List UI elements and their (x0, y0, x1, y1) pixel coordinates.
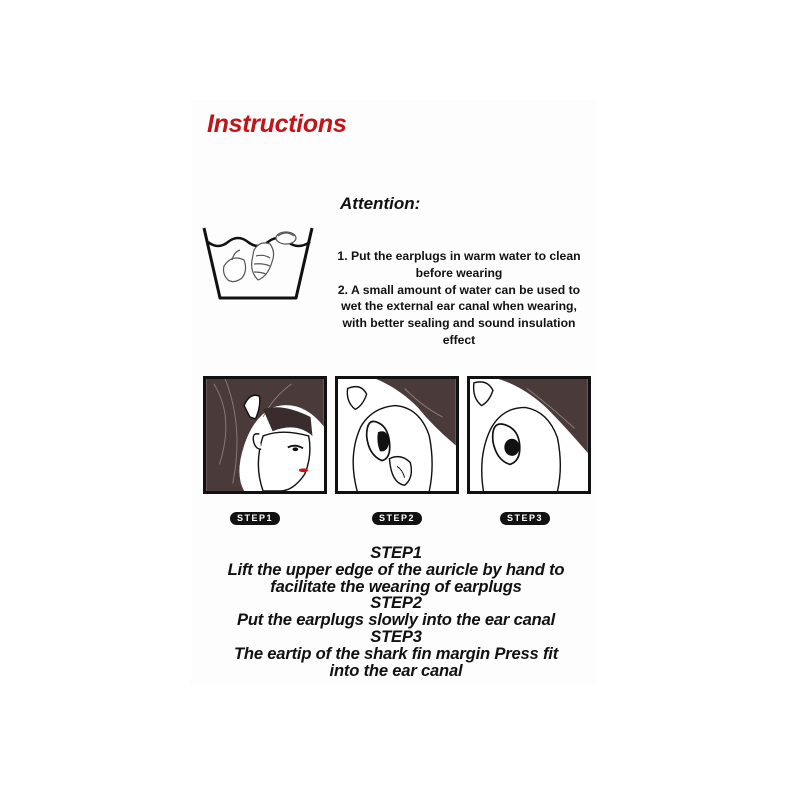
step3-illustration (467, 376, 591, 494)
tip-line: effect (442, 332, 476, 347)
tip-line: 1. Put the earplugs in warm water to clean (337, 249, 581, 263)
tip-line: with better sealing and sound insulation (342, 316, 576, 331)
step2-badge: STEP2 (372, 512, 422, 525)
attention-heading: Attention: (340, 194, 421, 213)
step3-line: The eartip of the shark fin margin Press fit (233, 643, 559, 663)
step2-line: Put the earplugs slowly into the ear canal (236, 610, 556, 630)
step3-line: into the ear canal (329, 660, 463, 680)
step2-heading: STEP2 (370, 593, 422, 613)
step-instructions (196, 545, 596, 679)
page-title: Instructions (207, 110, 347, 138)
tip-line: before wearing (415, 265, 503, 280)
step1-badge: STEP1 (230, 512, 280, 525)
step3-heading: STEP3 (370, 626, 422, 646)
step1-line: facilitate the wearing of earplugs (270, 576, 522, 596)
step1-line: Lift the upper edge of the auricle by hand to (227, 559, 565, 579)
step1-heading: STEP1 (370, 543, 422, 562)
step3-badge: STEP3 (500, 512, 550, 525)
tip-line: 2. A small amount of water can be used to (337, 282, 581, 297)
water-bowl-illustration (198, 220, 318, 310)
attention-tips (318, 248, 600, 349)
tip-line: wet the external ear canal when wearing, (341, 299, 577, 314)
step1-illustration (203, 376, 327, 494)
step2-illustration (335, 376, 459, 494)
